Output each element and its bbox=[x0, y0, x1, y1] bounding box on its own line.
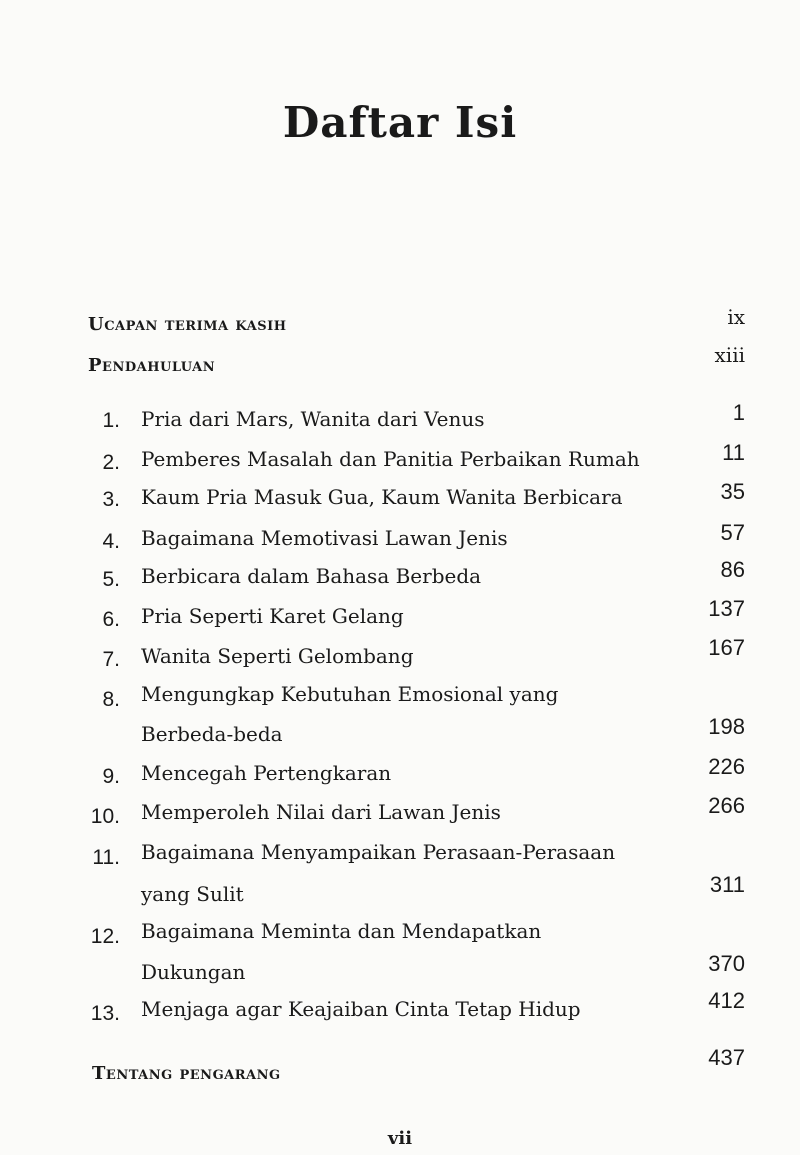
toc-chapter-page: 86 bbox=[720, 557, 745, 582]
toc-back-label-about-author[interactable]: Tentang pengarang bbox=[92, 1063, 281, 1084]
toc-front-label-introduction[interactable]: Pendahuluan bbox=[88, 355, 216, 376]
toc-chapter-title-continued[interactable]: Dukungan bbox=[141, 960, 246, 984]
toc-back-page-about-author: 437 bbox=[708, 1045, 745, 1070]
toc-chapter-title[interactable]: Mengungkap Kebutuhan Emosional yang bbox=[141, 682, 559, 706]
toc-chapter-number: 3. bbox=[102, 488, 120, 511]
toc-chapter-title[interactable]: Bagaimana Menyampaikan Perasaan-Perasaan bbox=[141, 840, 616, 864]
toc-front-page-acknowledgements: ix bbox=[727, 305, 745, 329]
toc-chapter-title[interactable]: Bagaimana Memotivasi Lawan Jenis bbox=[141, 526, 508, 550]
toc-chapter-title-continued[interactable]: Berbeda-beda bbox=[141, 722, 283, 746]
toc-chapter-page: 35 bbox=[720, 479, 745, 504]
toc-chapter-page: 266 bbox=[708, 793, 745, 818]
toc-chapter-title[interactable]: Kaum Pria Masuk Gua, Kaum Wanita Berbicara bbox=[141, 485, 623, 509]
toc-chapter-title[interactable]: Mencegah Pertengkaran bbox=[141, 761, 392, 785]
toc-chapter-title[interactable]: Pria Seperti Karet Gelang bbox=[141, 604, 404, 628]
toc-chapter-number: 13. bbox=[90, 1002, 120, 1025]
toc-chapter-number: 6. bbox=[102, 608, 120, 631]
toc-chapter-number: 11. bbox=[92, 846, 120, 869]
toc-chapter-title-continued[interactable]: yang Sulit bbox=[141, 882, 244, 906]
toc-chapter-title[interactable]: Menjaga agar Keajaiban Cinta Tetap Hidup bbox=[141, 997, 581, 1021]
toc-chapter-number: 9. bbox=[102, 765, 120, 788]
toc-front-label-acknowledgements[interactable]: Ucapan terima kasih bbox=[88, 314, 287, 335]
toc-chapter-page: 311 bbox=[709, 872, 745, 897]
toc-chapter-number: 2. bbox=[102, 451, 120, 474]
page-title: Daftar Isi bbox=[282, 98, 518, 147]
toc-chapter-number: 12. bbox=[90, 925, 120, 948]
toc-chapter-title[interactable]: Pria dari Mars, Wanita dari Venus bbox=[141, 407, 485, 431]
page-number: vii bbox=[387, 1128, 413, 1149]
toc-chapter-page: 370 bbox=[708, 951, 745, 976]
toc-chapter-page: 167 bbox=[708, 635, 745, 660]
toc-chapter-number: 5. bbox=[102, 568, 120, 591]
toc-chapter-page: 137 bbox=[708, 596, 745, 621]
toc-chapter-page: 198 bbox=[708, 714, 745, 739]
toc-chapter-number: 8. bbox=[102, 688, 120, 711]
toc-chapter-title[interactable]: Bagaimana Meminta dan Mendapatkan bbox=[141, 919, 542, 943]
toc-chapter-title[interactable]: Memperoleh Nilai dari Lawan Jenis bbox=[141, 800, 501, 824]
toc-chapter-page: 11 bbox=[722, 440, 745, 465]
toc-chapter-page: 57 bbox=[720, 520, 745, 545]
toc-chapter-number: 1. bbox=[102, 409, 120, 432]
toc-chapter-page: 412 bbox=[708, 988, 745, 1013]
toc-chapter-number: 7. bbox=[102, 648, 120, 671]
toc-chapter-number: 10. bbox=[90, 805, 120, 828]
toc-front-page-introduction: xiii bbox=[714, 343, 745, 367]
toc-chapter-title[interactable]: Wanita Seperti Gelombang bbox=[141, 644, 414, 668]
toc-chapter-title[interactable]: Berbicara dalam Bahasa Berbeda bbox=[141, 564, 482, 588]
toc-chapter-title[interactable]: Pemberes Masalah dan Panitia Perbaikan Rumah bbox=[141, 447, 640, 471]
toc-chapter-page: 1 bbox=[732, 400, 745, 425]
toc-chapter-number: 4. bbox=[102, 530, 120, 553]
toc-chapter-page: 226 bbox=[708, 754, 745, 779]
